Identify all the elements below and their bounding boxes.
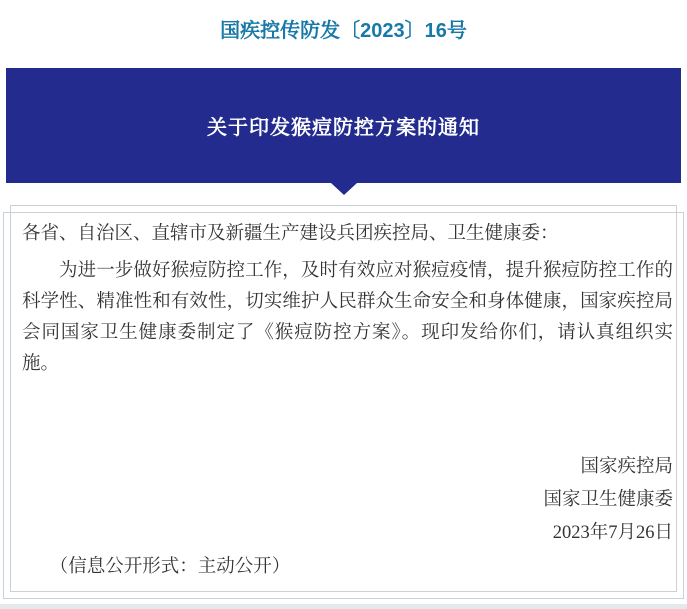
notice-title: 关于印发猴痘防控方案的通知 <box>207 117 480 139</box>
content-frame-outer <box>3 212 684 599</box>
disclosure-note: （信息公开形式：主动公开） <box>49 557 291 577</box>
banner-pointer-triangle-icon <box>331 183 357 195</box>
signature-agency-1: 国家疾控局 <box>580 457 673 477</box>
document-number: 国疾控传防发〔2023〕16号 <box>220 20 467 42</box>
bottom-divider-strip <box>0 604 687 609</box>
notice-body-paragraph: 为进一步做好猴痘防控工作，及时有效应对猴痘疫情，提升猴痘防控工作的科学性、精准性和有效性，切实维护人民群众生命安全和身体健康，国家疾控局会同国家卫生健康委制定了《猴痘防控方案》。现印发给你们，请认真组织实施。 <box>22 261 673 374</box>
notice-title-banner <box>6 68 681 183</box>
content-frame-inner <box>10 205 677 592</box>
signature-date: 2023年7月26日 <box>552 523 673 543</box>
signature-block <box>22 451 673 550</box>
salutation-line: 各省、自治区、直辖市及新疆生产建设兵团疾控局、卫生健康委： <box>22 224 559 244</box>
signature-agency-2: 国家卫生健康委 <box>543 490 673 510</box>
